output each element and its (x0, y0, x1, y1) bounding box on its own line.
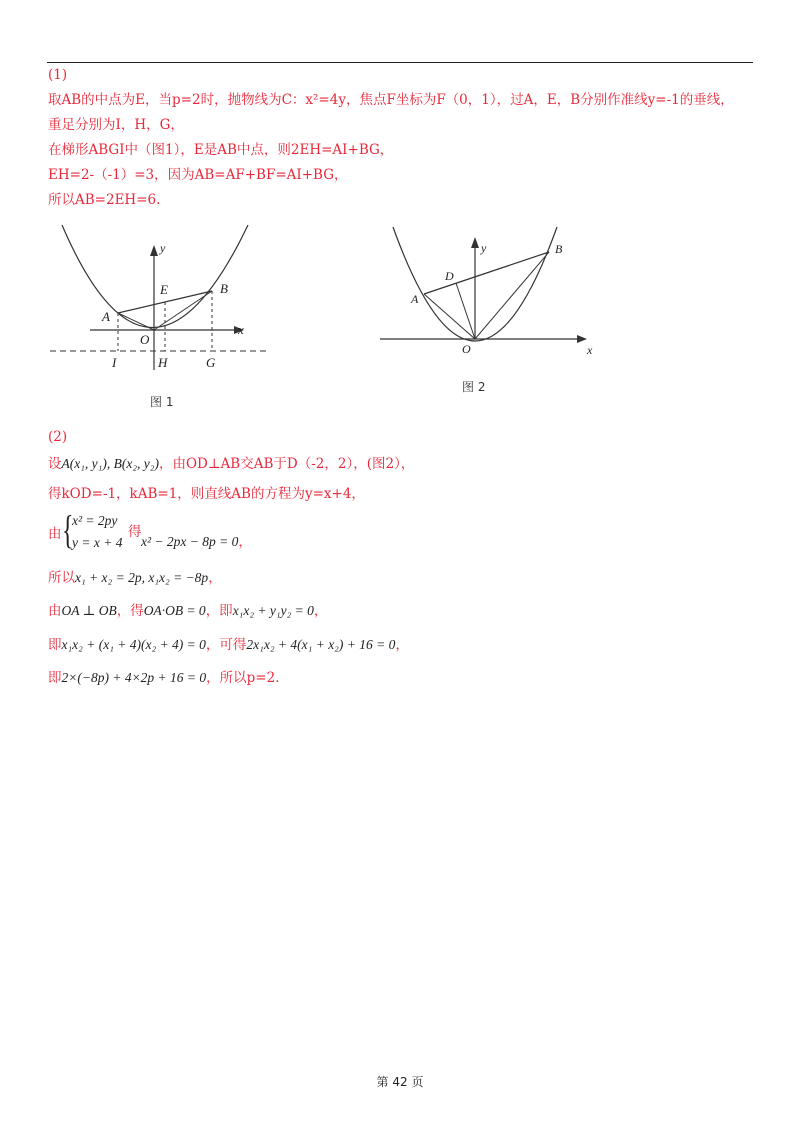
fig1-label-y: y (160, 241, 166, 255)
part2-line2: 得kOD=-1，kAB=1，则直线AB的方程为y=x+4， (48, 486, 365, 502)
part2-line3-pre: 由 (48, 526, 62, 542)
figure1-caption: 图 1 (150, 395, 174, 409)
fig1-label-x: x (238, 322, 244, 337)
page-number: 第 42 页 (376, 1075, 424, 1089)
fig2-label-o: O (462, 342, 471, 356)
fig2-label-d: D (445, 269, 454, 283)
system-eq2: y = x + 4 (72, 535, 123, 550)
part2-line3-eq: x² − 2px − 8p = 0， (141, 534, 252, 550)
part1-line3: 在梯形ABGI中（图1），E是AB中点，则2EH=AI+BG， (48, 142, 394, 158)
fig2-label-y: y (481, 241, 487, 255)
fig2-segment-ab (424, 252, 549, 294)
figure2-caption: 图 2 (462, 380, 486, 394)
figure2 (375, 222, 605, 362)
fig2-label-x: x (587, 343, 593, 357)
part2-line1: 设A(x₁, y₁), B(x₂, y₂)，由OD⊥AB交AB于D（-2，2），(图2）， (48, 456, 415, 472)
fig1-label-i: I (112, 355, 117, 370)
system-eq1: x² = 2py (72, 513, 118, 528)
fig1-label-h: H (158, 355, 168, 370)
part2-line7: 即2×(−8p) + 4×2p + 16 = 0，所以p=2. (48, 670, 280, 686)
figure1 (40, 220, 280, 380)
part2-line3-mid: 得 (128, 524, 142, 540)
part1-label: (1) (48, 67, 68, 83)
part1-line5: 所以AB=2EH=6. (48, 192, 161, 208)
fig2-label-b: B (555, 242, 563, 256)
fig1-label-e: E (160, 282, 168, 297)
fig1-label-g: G (206, 355, 216, 370)
fig1-label-a: A (102, 309, 110, 324)
fig1-parabola (62, 225, 248, 328)
fig1-label-o: O (140, 332, 150, 347)
part2-line6: 即x₁x₂ + (x₁ + 4)(x₂ + 4) = 0，可得2x₁x₂ + 4(x₁ + x₂) + 16 = 0， (48, 637, 409, 653)
system-brace: { (62, 507, 74, 552)
top-rule (47, 62, 753, 63)
part1-line4: EH=2-（-1）=3，因为AB=AF+BF=AI+BG， (48, 167, 348, 183)
part1-line1: 取AB的中点为E，当p=2时，抛物线为C：x²=4y，焦点F坐标为F（0，1），过A，E，B分别作准线y=-1的垂线， (48, 92, 734, 108)
fig1-label-b: B (220, 281, 228, 296)
fig2-label-a: A (411, 292, 419, 306)
part2-label: (2) (48, 429, 68, 445)
math-points: A(x₁, y₁), B(x₂, y₂) (61, 456, 159, 471)
part1-line2: 重足分别为I，H，G， (48, 117, 184, 133)
fig1-segment-ao (118, 313, 154, 330)
part2-line4: 所以x₁ + x₂ = 2p, x₁x₂ = −8p， (48, 570, 222, 586)
part2-line5: 由OA ⊥ OB，得OA·OB = 0，即x₁x₂ + y₁y₂ = 0， (48, 603, 328, 619)
